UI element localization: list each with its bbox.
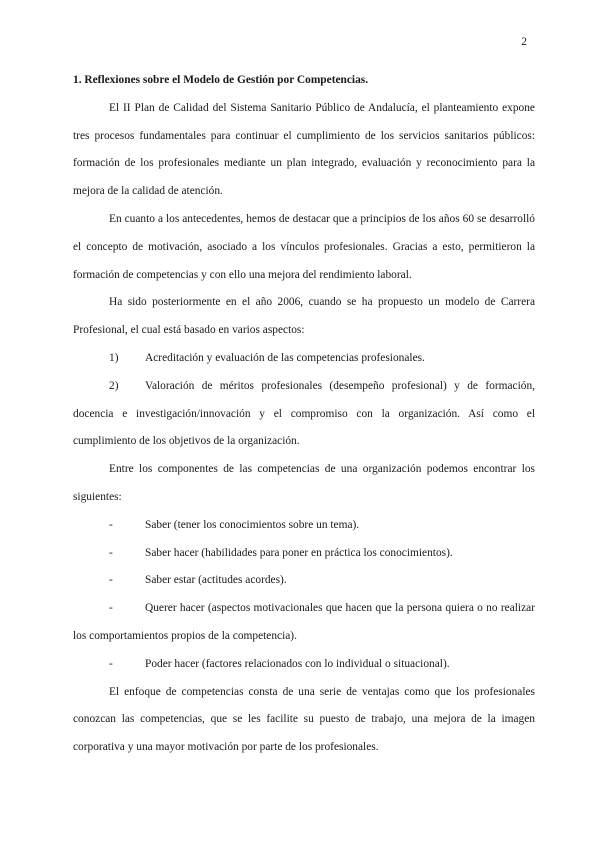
- list-item-text: Acreditación y evaluación de las competencias profesionales.: [145, 351, 425, 364]
- list-item-text: Saber hacer (habilidades para poner en práctica los conocimientos).: [145, 546, 453, 559]
- paragraph-carrera-profesional: Ha sido posteriormente en el año 2006, cuando se ha propuesto un modelo de Carrera Profesional, el cual está basado en varios aspectos:: [73, 296, 535, 337]
- section-heading: 1. Reflexiones sobre el Modelo de Gestión por Competencias.: [73, 74, 369, 86]
- list-item-text: Valoración de méritos profesionales (desempeño profesional) y de formación, docencia e investigación/innovación y el compromiso con la organización. Así como el cumplimiento de los objetivos de la organización.: [73, 379, 535, 448]
- dash-item: [73, 651, 535, 679]
- list-marker: -: [109, 518, 113, 531]
- paragraph-plan-calidad: El II Plan de Calidad del Sistema Sanitario Público de Andalucía, el planteamiento expone tres procesos fundamentales para continuar el cumplimiento de los servicios sanitarios públicos: formación de los profesionales mediante un plan integrado, evaluación y reconocimiento para la mejora de la calidad de atención.: [73, 101, 535, 198]
- page-number: 2: [521, 36, 527, 48]
- list-marker: -: [109, 657, 113, 670]
- paragraph-componentes: Entre los componentes de las competencias de una organización podemos encontrar los siguientes:: [73, 463, 535, 503]
- document-body: [73, 67, 535, 762]
- paragraph-antecedentes: En cuanto a los antecedentes, hemos de destacar que a principios de los años 60 se desarrolló el concepto de motivación, asociado a los vínculos profesionales. Gracias a esto, permitieron la formación de competencias y con ello una mejora del rendimiento laboral.: [73, 212, 535, 281]
- list-item-text: Saber estar (actitudes acordes).: [145, 574, 287, 587]
- list-marker: 1): [109, 351, 119, 364]
- numbered-item: [73, 345, 535, 373]
- numbered-item: [73, 373, 535, 456]
- dash-item: [73, 512, 535, 540]
- paragraph-enfoque: El enfoque de competencias consta de una serie de ventajas como que los profesionales conozcan las competencias, que se les facilite su puesto de trabajo, una mejora de la imagen corporativa y una mayor motivación por parte de los profesionales.: [73, 685, 535, 754]
- dash-item: [73, 567, 535, 595]
- dash-item: [73, 595, 535, 651]
- list-item-text: Poder hacer (factores relacionados con lo individual o situacional).: [145, 657, 450, 670]
- list-item-text: Saber (tener los conocimientos sobre un tema).: [145, 518, 360, 531]
- dash-item: [73, 540, 535, 568]
- list-marker: -: [109, 546, 113, 559]
- list-marker: -: [109, 602, 113, 615]
- list-item-text: Querer hacer (aspectos motivacionales que hacen que la persona quiera o no realizar los comportamientos propios de la competencia).: [73, 602, 535, 642]
- list-marker: -: [109, 574, 113, 587]
- list-marker: 2): [109, 379, 119, 392]
